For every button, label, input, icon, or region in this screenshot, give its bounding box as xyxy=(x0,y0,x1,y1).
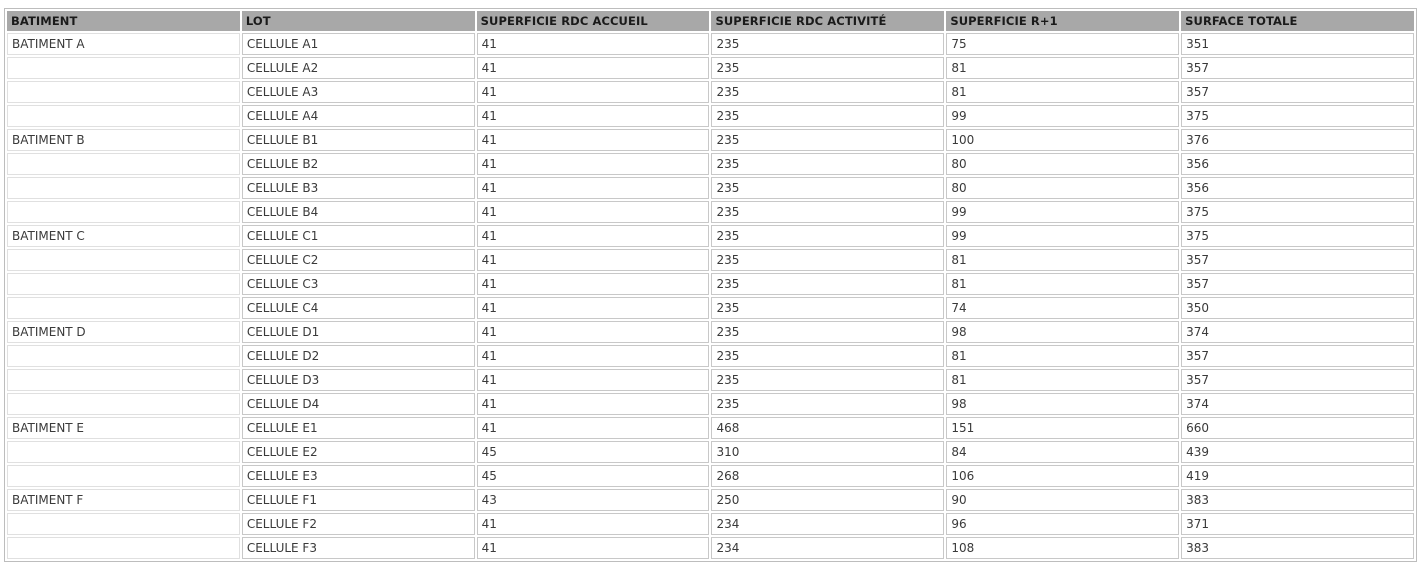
table-row xyxy=(7,249,1414,271)
rdc-accueil-cell: 41 xyxy=(477,369,710,391)
table-row xyxy=(7,417,1414,439)
batiment-cell xyxy=(7,201,240,223)
surface-totale-cell: 419 xyxy=(1181,465,1414,487)
rdc-accueil-cell: 41 xyxy=(477,273,710,295)
rdc-accueil-cell: 41 xyxy=(477,57,710,79)
lot-cell: CELLULE C4 xyxy=(242,297,475,319)
table-body xyxy=(7,33,1414,559)
rdc-activite-cell: 235 xyxy=(711,201,944,223)
rdc-activite-cell: 235 xyxy=(711,249,944,271)
column-header-superficie-r1: SUPERFICIE R+1 xyxy=(946,11,1179,31)
lot-cell: CELLULE F2 xyxy=(242,513,475,535)
r1-cell: 84 xyxy=(946,441,1179,463)
surface-totale-cell: 439 xyxy=(1181,441,1414,463)
surface-totale-cell: 357 xyxy=(1181,369,1414,391)
batiment-cell xyxy=(7,177,240,199)
surface-totale-cell: 375 xyxy=(1181,225,1414,247)
r1-cell: 108 xyxy=(946,537,1179,559)
r1-cell: 81 xyxy=(946,81,1179,103)
batiment-cell xyxy=(7,345,240,367)
rdc-accueil-cell: 41 xyxy=(477,153,710,175)
surface-totale-cell: 357 xyxy=(1181,345,1414,367)
batiment-cell xyxy=(7,153,240,175)
batiment-cell xyxy=(7,105,240,127)
batiment-cell: BATIMENT C xyxy=(7,225,240,247)
surface-totale-cell: 357 xyxy=(1181,249,1414,271)
table-row xyxy=(7,273,1414,295)
rdc-activite-cell: 268 xyxy=(711,465,944,487)
rdc-accueil-cell: 41 xyxy=(477,417,710,439)
surface-totale-cell: 357 xyxy=(1181,57,1414,79)
table-row xyxy=(7,33,1414,55)
batiment-cell xyxy=(7,273,240,295)
r1-cell: 74 xyxy=(946,297,1179,319)
header-row xyxy=(7,11,1414,31)
lot-cell: CELLULE C3 xyxy=(242,273,475,295)
surface-totale-cell: 374 xyxy=(1181,321,1414,343)
batiment-cell xyxy=(7,57,240,79)
lot-cell: CELLULE B1 xyxy=(242,129,475,151)
r1-cell: 151 xyxy=(946,417,1179,439)
surface-totale-cell: 350 xyxy=(1181,297,1414,319)
lot-cell: CELLULE C1 xyxy=(242,225,475,247)
r1-cell: 81 xyxy=(946,57,1179,79)
rdc-activite-cell: 234 xyxy=(711,537,944,559)
column-header-superficie-rdc-accueil: SUPERFICIE RDC ACCUEIL xyxy=(477,11,710,31)
table-row xyxy=(7,465,1414,487)
r1-cell: 99 xyxy=(946,225,1179,247)
surface-table xyxy=(4,8,1417,562)
rdc-accueil-cell: 41 xyxy=(477,537,710,559)
table-header xyxy=(7,11,1414,31)
lot-cell: CELLULE F1 xyxy=(242,489,475,511)
lot-cell: CELLULE B4 xyxy=(242,201,475,223)
table-row xyxy=(7,201,1414,223)
rdc-accueil-cell: 41 xyxy=(477,393,710,415)
surface-totale-cell: 356 xyxy=(1181,177,1414,199)
rdc-activite-cell: 235 xyxy=(711,33,944,55)
lot-cell: CELLULE A4 xyxy=(242,105,475,127)
batiment-cell: BATIMENT E xyxy=(7,417,240,439)
table-row xyxy=(7,441,1414,463)
r1-cell: 90 xyxy=(946,489,1179,511)
table-row xyxy=(7,321,1414,343)
table-row xyxy=(7,177,1414,199)
rdc-accueil-cell: 45 xyxy=(477,465,710,487)
rdc-accueil-cell: 43 xyxy=(477,489,710,511)
table-row xyxy=(7,129,1414,151)
rdc-activite-cell: 234 xyxy=(711,513,944,535)
table-row xyxy=(7,153,1414,175)
rdc-accueil-cell: 41 xyxy=(477,201,710,223)
rdc-activite-cell: 235 xyxy=(711,105,944,127)
lot-cell: CELLULE A1 xyxy=(242,33,475,55)
lot-cell: CELLULE B2 xyxy=(242,153,475,175)
table-row xyxy=(7,297,1414,319)
rdc-activite-cell: 235 xyxy=(711,393,944,415)
surface-totale-cell: 383 xyxy=(1181,489,1414,511)
lot-cell: CELLULE A3 xyxy=(242,81,475,103)
r1-cell: 99 xyxy=(946,105,1179,127)
rdc-accueil-cell: 41 xyxy=(477,321,710,343)
rdc-accueil-cell: 41 xyxy=(477,33,710,55)
surface-totale-cell: 383 xyxy=(1181,537,1414,559)
rdc-activite-cell: 235 xyxy=(711,129,944,151)
table-row xyxy=(7,393,1414,415)
lot-cell: CELLULE D2 xyxy=(242,345,475,367)
rdc-accueil-cell: 41 xyxy=(477,129,710,151)
r1-cell: 81 xyxy=(946,345,1179,367)
lot-cell: CELLULE D1 xyxy=(242,321,475,343)
lot-cell: CELLULE C2 xyxy=(242,249,475,271)
rdc-activite-cell: 235 xyxy=(711,225,944,247)
batiment-cell: BATIMENT A xyxy=(7,33,240,55)
r1-cell: 100 xyxy=(946,129,1179,151)
column-header-surface-totale: SURFACE TOTALE xyxy=(1181,11,1414,31)
lot-cell: CELLULE E1 xyxy=(242,417,475,439)
rdc-accueil-cell: 41 xyxy=(477,297,710,319)
batiment-cell xyxy=(7,513,240,535)
rdc-activite-cell: 310 xyxy=(711,441,944,463)
surface-table-container xyxy=(4,8,1417,562)
batiment-cell xyxy=(7,297,240,319)
rdc-accueil-cell: 45 xyxy=(477,441,710,463)
r1-cell: 75 xyxy=(946,33,1179,55)
surface-totale-cell: 660 xyxy=(1181,417,1414,439)
r1-cell: 98 xyxy=(946,321,1179,343)
batiment-cell xyxy=(7,81,240,103)
table-row xyxy=(7,345,1414,367)
batiment-cell xyxy=(7,249,240,271)
rdc-accueil-cell: 41 xyxy=(477,81,710,103)
rdc-accueil-cell: 41 xyxy=(477,105,710,127)
table-row xyxy=(7,489,1414,511)
r1-cell: 98 xyxy=(946,393,1179,415)
surface-totale-cell: 376 xyxy=(1181,129,1414,151)
r1-cell: 81 xyxy=(946,273,1179,295)
rdc-accueil-cell: 41 xyxy=(477,177,710,199)
rdc-activite-cell: 235 xyxy=(711,57,944,79)
rdc-accueil-cell: 41 xyxy=(477,345,710,367)
surface-totale-cell: 375 xyxy=(1181,105,1414,127)
rdc-activite-cell: 235 xyxy=(711,81,944,103)
rdc-activite-cell: 250 xyxy=(711,489,944,511)
rdc-accueil-cell: 41 xyxy=(477,513,710,535)
r1-cell: 96 xyxy=(946,513,1179,535)
table-row xyxy=(7,57,1414,79)
table-row xyxy=(7,105,1414,127)
rdc-accueil-cell: 41 xyxy=(477,225,710,247)
rdc-accueil-cell: 41 xyxy=(477,249,710,271)
rdc-activite-cell: 468 xyxy=(711,417,944,439)
rdc-activite-cell: 235 xyxy=(711,177,944,199)
surface-totale-cell: 375 xyxy=(1181,201,1414,223)
surface-totale-cell: 356 xyxy=(1181,153,1414,175)
table-row xyxy=(7,81,1414,103)
r1-cell: 81 xyxy=(946,249,1179,271)
rdc-activite-cell: 235 xyxy=(711,297,944,319)
surface-totale-cell: 351 xyxy=(1181,33,1414,55)
column-header-batiment: BATIMENT xyxy=(7,11,240,31)
batiment-cell: BATIMENT D xyxy=(7,321,240,343)
batiment-cell xyxy=(7,465,240,487)
table-row xyxy=(7,537,1414,559)
column-header-superficie-rdc-activite: SUPERFICIE RDC ACTIVITÉ xyxy=(711,11,944,31)
r1-cell: 81 xyxy=(946,369,1179,391)
r1-cell: 80 xyxy=(946,153,1179,175)
surface-totale-cell: 357 xyxy=(1181,81,1414,103)
table-row xyxy=(7,225,1414,247)
rdc-activite-cell: 235 xyxy=(711,273,944,295)
lot-cell: CELLULE B3 xyxy=(242,177,475,199)
lot-cell: CELLULE F3 xyxy=(242,537,475,559)
batiment-cell: BATIMENT F xyxy=(7,489,240,511)
batiment-cell xyxy=(7,369,240,391)
lot-cell: CELLULE E2 xyxy=(242,441,475,463)
rdc-activite-cell: 235 xyxy=(711,153,944,175)
surface-totale-cell: 357 xyxy=(1181,273,1414,295)
lot-cell: CELLULE E3 xyxy=(242,465,475,487)
r1-cell: 80 xyxy=(946,177,1179,199)
surface-totale-cell: 374 xyxy=(1181,393,1414,415)
column-header-lot: LOT xyxy=(242,11,475,31)
batiment-cell: BATIMENT B xyxy=(7,129,240,151)
batiment-cell xyxy=(7,393,240,415)
table-row xyxy=(7,369,1414,391)
lot-cell: CELLULE D3 xyxy=(242,369,475,391)
r1-cell: 99 xyxy=(946,201,1179,223)
rdc-activite-cell: 235 xyxy=(711,321,944,343)
rdc-activite-cell: 235 xyxy=(711,369,944,391)
lot-cell: CELLULE A2 xyxy=(242,57,475,79)
batiment-cell xyxy=(7,441,240,463)
batiment-cell xyxy=(7,537,240,559)
rdc-activite-cell: 235 xyxy=(711,345,944,367)
surface-totale-cell: 371 xyxy=(1181,513,1414,535)
r1-cell: 106 xyxy=(946,465,1179,487)
table-row xyxy=(7,513,1414,535)
lot-cell: CELLULE D4 xyxy=(242,393,475,415)
